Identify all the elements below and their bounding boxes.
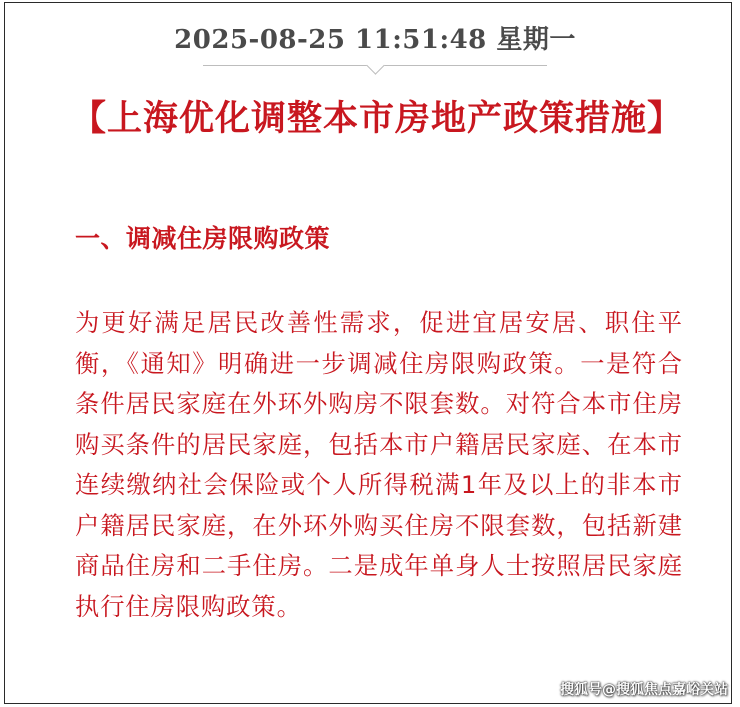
article-headline: 【上海优化调整本市房地产政策措施】 <box>71 99 684 139</box>
date-header <box>33 7 717 67</box>
article-frame <box>4 2 732 704</box>
datetime-label: 2025-08-25 11:51:48 星期一 <box>174 25 576 55</box>
article-body: 为更好满足居民改善性需求，促进宜居安居、职住平衡，《通知》明确进一步调减住房限购政策。一是符合条件居民家庭在外环外购房不限套数。对符合本市住房购买条件的居民家庭，包括本市户籍居民家庭、在本市连续缴纳社会保险或个人所得税满1年及以上的非本市户籍居民家庭，在外环外购买住房不限套数，包括新建商品住房和二手住房。二是成年单身人士按照居民家庭执行住房限购政策。 <box>75 308 683 621</box>
watermark: 搜狐号@搜狐焦点嘉峪关站 <box>560 682 728 698</box>
section-heading: 一、调减住房限购政策 <box>75 224 331 253</box>
date-divider-notch <box>366 56 384 74</box>
